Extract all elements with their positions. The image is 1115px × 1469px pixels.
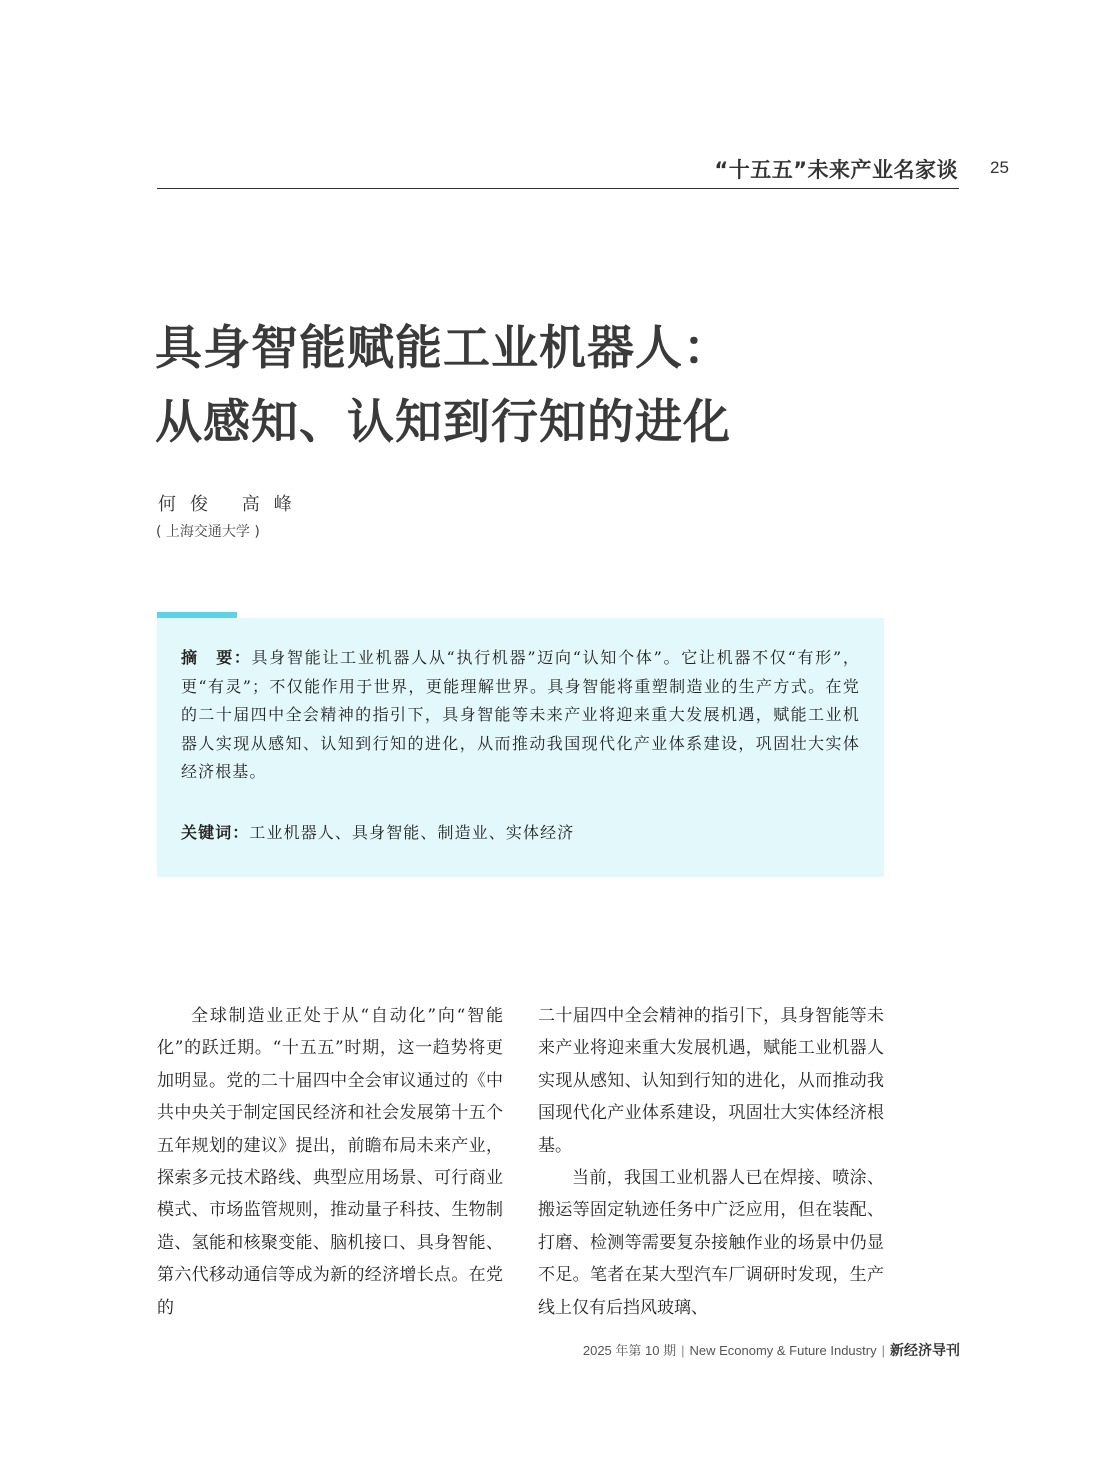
body-right-paragraph-1: 二十届四中全会精神的指引下，具身智能等未来产业将迎来重大发展机遇，赋能工业机器人实现从感知、认知到行知的进化，从而推动我国现代化产业体系建设，巩固壮大实体经济根基。 [538, 1006, 884, 1156]
keywords-label: 关键词： [181, 822, 250, 842]
authors: 何俊 高峰 [158, 494, 306, 515]
footer-issue: 2025 年第 10 期 [582, 1343, 677, 1358]
footer-journal-name: 新经济导刊 [890, 1343, 960, 1359]
abstract-label: 摘 要： [181, 648, 252, 667]
article-title [155, 312, 975, 460]
abstract-box [157, 618, 884, 877]
body-right-paragraph-2: 当前，我国工业机器人已在焊接、喷涂、搬运等固定轨迹任务中广泛应用，但在装配、打磨、检测等需要复杂接触作业的场景中仍显不足。笔者在某大型汽车厂调研时发现，生产线上仅有后挡风玻璃、 [538, 1168, 884, 1318]
abstract-paragraph [181, 644, 860, 787]
affiliation: ( 上海交通大学 ) [156, 524, 260, 540]
body-left-column [157, 1000, 503, 1324]
article-title-line-1: 具身智能赋能工业机器人： [155, 321, 731, 376]
footer [520, 1340, 960, 1360]
body-right-column [538, 1000, 884, 1324]
body-left-paragraph: 全球制造业正处于从“自动化”向“智能化”的跃迁期。“十五五”时期，这一趋势将更加明显。党的二十届四中全会审议通过的《中共中央关于制定国民经济和社会发展第十五个五年规划的建议》提出，前瞻布局未来产业，探索多元技术路线、典型应用场景、可行商业模式、市场监管规则，推动量子科技、生物制造、氢能和核聚变能、脑机接口、具身智能、第六代移动通信等成为新的经济增长点。在党的 [157, 1006, 503, 1318]
keywords-text: 工业机器人、具身智能、制造业、实体经济 [249, 822, 575, 842]
keywords-line [181, 819, 860, 847]
abstract-text: 具身智能让工业机器人从“执行机器”迈向“认知个体”。它让机器不仅“有形”，更“有灵”；不仅能作用于世界，更能理解世界。具身智能将重塑制造业的生产方式。在党的二十届四中全会精神的指引下，具身智能等未来产业将迎来重大发展机遇，赋能工业机器人实现从感知、认知到行知的进化，从而推动我国现代化产业体系建设，巩固壮大实体经济根基。 [181, 648, 860, 781]
article-title-line-2: 从感知、认知到行知的进化 [155, 395, 731, 450]
footer-english-title: New Economy & Future Industry [689, 1343, 877, 1358]
page-number: 25 [990, 158, 1009, 177]
running-header-title: “十五五”未来产业名家谈 [714, 158, 958, 182]
footer-separator: | [881, 1343, 885, 1358]
footer-separator: | [681, 1343, 685, 1358]
header-rule [157, 188, 959, 189]
